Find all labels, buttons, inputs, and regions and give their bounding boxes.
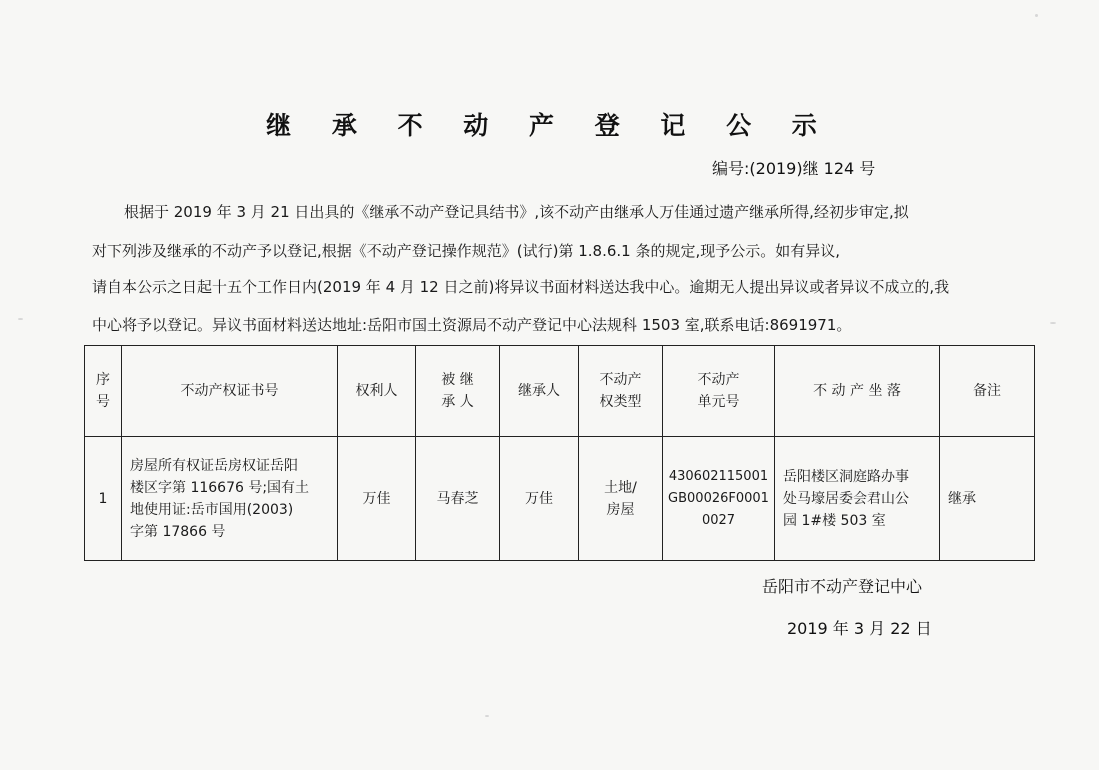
- scan-speck: [18, 318, 23, 320]
- cell-location: 岳阳楼区洞庭路办事 处马壕居委会君山公 园 1#楼 503 室: [775, 437, 940, 561]
- body-paragraph-line-2: 对下列涉及继承的不动产予以登记,根据《不动产登记操作规范》(试行)第 1.8.6.1 条的规定,现予公示。如有异议,: [92, 242, 841, 260]
- header-seq: 序 号: [85, 346, 122, 437]
- cell-remark: 继承: [940, 437, 1035, 561]
- header-unit-number: 不动产 单元号: [663, 346, 775, 437]
- scan-speck: [485, 715, 489, 717]
- cell-certificate-number: 房屋所有权证岳房权证岳阳 楼区字第 116676 号;国有土 地使用证:岳市国用(2003) 字第 17866 号: [122, 437, 338, 561]
- header-certificate-number: 不动产权证书号: [122, 346, 338, 437]
- body-paragraph-line-1: 根据于 2019 年 3 月 21 日出具的《继承不动产登记具结书》,该不动产由继承人万佳通过遗产继承所得,经初步审定,拟: [124, 203, 909, 221]
- cell-seq: 1: [85, 437, 122, 561]
- cell-unit-number: 430602115001 GB00026F0001 0027: [663, 437, 775, 561]
- table-row: [85, 437, 1035, 561]
- cell-rights-holder: 万佳: [338, 437, 416, 561]
- issue-date: 2019 年 3 月 22 日: [787, 619, 932, 638]
- cell-decedent: 马春芝: [416, 437, 500, 561]
- header-right-type: 不动产 权类型: [579, 346, 663, 437]
- table-header-row: [85, 346, 1035, 437]
- registration-table: [84, 345, 1035, 561]
- document-number: 编号:(2019)继 124 号: [712, 159, 876, 178]
- header-decedent: 被 继 承 人: [416, 346, 500, 437]
- scan-speck: [1035, 14, 1038, 17]
- header-rights-holder: 权利人: [338, 346, 416, 437]
- document-title: 继 承 不 动 产 登 记 公 示: [266, 111, 833, 140]
- header-remark: 备注: [940, 346, 1035, 437]
- cell-heir: 万佳: [500, 437, 579, 561]
- header-heir: 继承人: [500, 346, 579, 437]
- header-location: 不 动 产 坐 落: [775, 346, 940, 437]
- cell-right-type: 土地/ 房屋: [579, 437, 663, 561]
- issuer-name: 岳阳市不动产登记中心: [762, 577, 923, 596]
- body-paragraph-line-4: 中心将予以登记。异议书面材料送达地址:岳阳市国土资源局不动产登记中心法规科 1503 室,联系电话:8691971。: [92, 316, 852, 334]
- body-paragraph-line-3: 请自本公示之日起十五个工作日内(2019 年 4 月 12 日之前)将异议书面材料送达我中心。逾期无人提出异议或者异议不成立的,我: [92, 278, 950, 296]
- scan-speck: [1050, 322, 1056, 324]
